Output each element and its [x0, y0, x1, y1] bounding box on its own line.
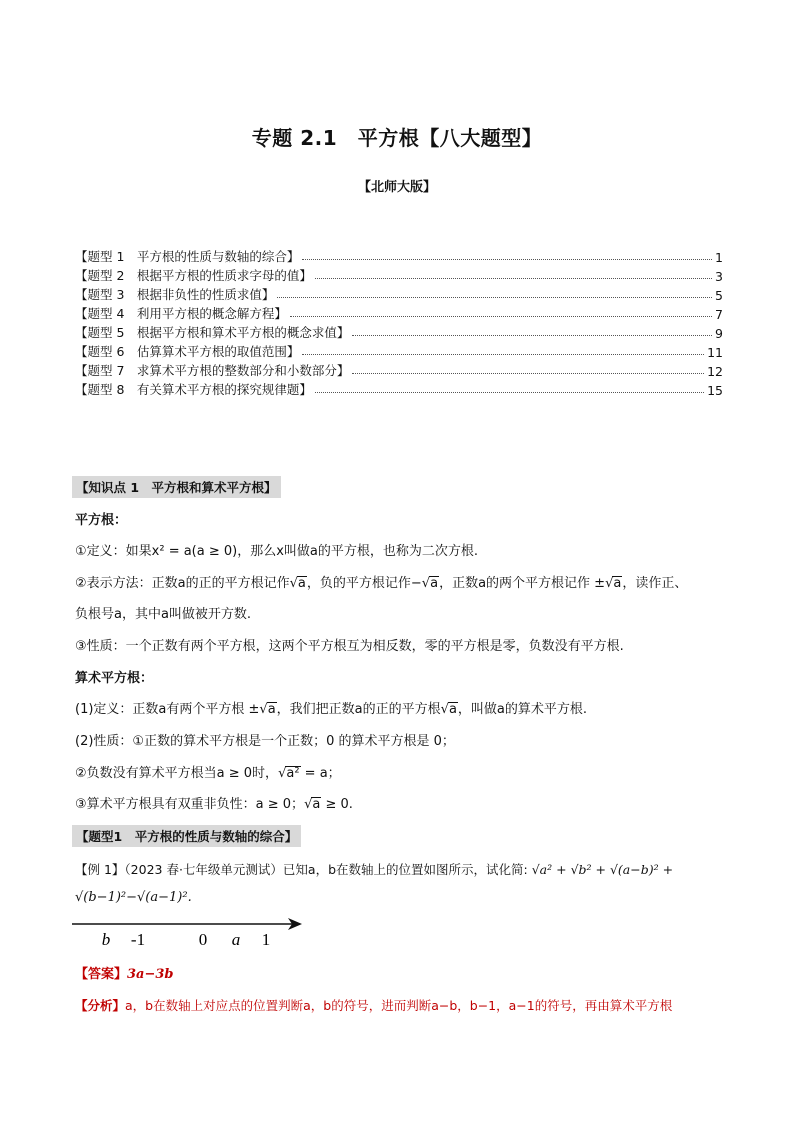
toc-item[interactable]: 【题型 8 有关算术平方根的探究规律题】 15 [75, 382, 723, 398]
table-of-contents [75, 246, 723, 398]
knowledge-point-header: 【知识点 1 平方根和算术平方根】 [72, 476, 281, 498]
toc-item[interactable]: 【题型 5 根据平方根和算术平方根的概念求值】 9 [75, 325, 723, 341]
analysis-line: 【分析】a，b在数轴上对应点的位置判断a，b的符号，进而判断a−b，b−1，a−1的符号，再由算术平方根 [75, 998, 673, 1013]
sqrt-heading: 平方根： [75, 513, 128, 528]
representation-line: ②表示方法：正数a的正的平方根记作√a，负的平方根记作−√a，正数a的两个平方根记作 ±√a，读作正、 [75, 576, 688, 591]
number-line-label-1: 1 [261, 930, 271, 949]
number-line-label-a: a [231, 930, 241, 949]
arith-definition: (1)定义：正数a有两个平方根 ±√a，我们把正数a的正的平方根√a，叫做a的算术平方根. [75, 702, 588, 717]
answer-line: 【答案】3a−3b [75, 967, 174, 982]
number-line [70, 912, 310, 952]
toc-item[interactable]: 【题型 6 估算算术平方根的取值范围】 11 [75, 344, 723, 360]
page-title: 专题 2.1 平方根【八大题型】 [251, 126, 543, 150]
number-line-label-neg1: -1 [130, 930, 146, 949]
arith-heading: 算术平方根： [75, 671, 154, 686]
representation-line-2: 负根号a，其中a叫做被开方数. [75, 607, 252, 622]
type1-header: 【题型1 平方根的性质与数轴的综合】 [72, 825, 301, 847]
toc-item[interactable]: 【题型 2 根据平方根的性质求字母的值】 3 [75, 268, 723, 284]
toc-item[interactable]: 【题型 1 平方根的性质与数轴的综合】 1 [75, 249, 723, 265]
arith-property-2: ②负数没有算术平方根当a ≥ 0时，√a² = a； [75, 766, 341, 781]
number-line-label-b: b [101, 930, 111, 949]
example-line-1: 【例 1】（2023 春·七年级单元测试）已知a，b在数轴上的位置如图所示，试化简: √a² + √b² + √(a−b)² + [75, 862, 674, 877]
arith-property-1: (2)性质：①正数的算术平方根是一个正数；0 的算术平方根是 0； [75, 734, 455, 749]
definition-line: ①定义：如果x² = a(a ≥ 0)，那么x叫做a的平方根，也称为二次方根. [75, 544, 479, 559]
toc-item[interactable]: 【题型 3 根据非负性的性质求值】 5 [75, 287, 723, 303]
arith-property-3: ③算术平方根具有双重非负性：a ≥ 0；√a ≥ 0. [75, 797, 353, 812]
toc-item[interactable]: 【题型 4 利用平方根的概念解方程】 7 [75, 306, 723, 322]
example-line-2: √(b−1)²−√(a−1)². [75, 890, 192, 905]
property-line: ③性质：一个正数有两个平方根，这两个平方根互为相反数，零的平方根是零，负数没有平方根. [75, 639, 624, 654]
edition-label: 【北师大版】 [357, 180, 436, 195]
number-line-label-0: 0 [198, 930, 208, 949]
toc-item[interactable]: 【题型 7 求算术平方根的整数部分和小数部分】 12 [75, 363, 723, 379]
